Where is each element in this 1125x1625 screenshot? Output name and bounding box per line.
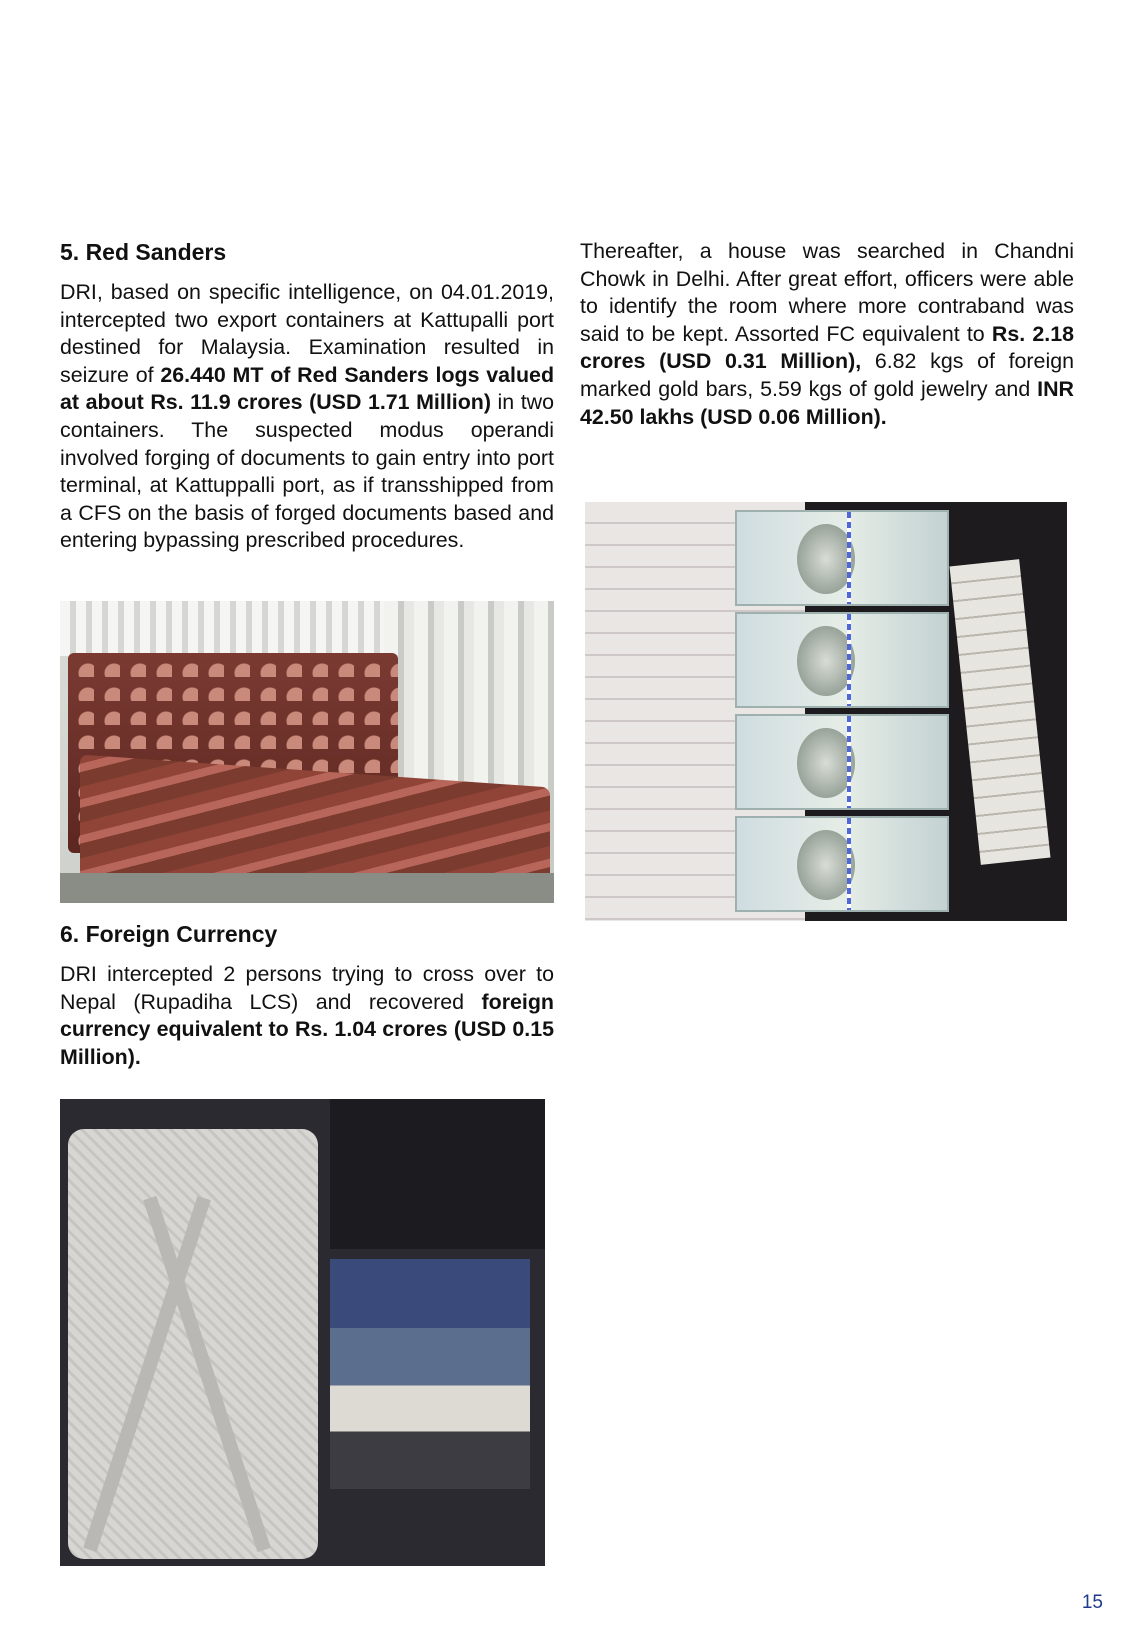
banknote (735, 612, 949, 708)
house-search-text-1: Thereafter, a house was searched in Chandni Chowk in Delhi. After great effort, officers were able to identify the room where more contraband was said to be kept. Assorted FC equivalent to (580, 239, 1074, 346)
red-sanders-text-1: DRI, based on specific intelligence, on 04.01.2019, intercepted two export containers at Kattupalli port destined for Malaysia. Examination resulted in seizure of (60, 280, 554, 387)
section-heading-foreign-currency: 6. Foreign Currency (60, 921, 278, 947)
right-column (580, 238, 1074, 431)
banknote (735, 510, 949, 606)
banknote (735, 714, 949, 810)
foreign-currency-text-bold: foreign currency equivalent to Rs. 1.04 crores (USD 0.15 Million). (60, 989, 554, 1069)
suitcase-flap (330, 1099, 545, 1249)
suitcase-photo (60, 1099, 545, 1566)
red-sanders-paragraph (60, 279, 554, 555)
red-sanders-logs-photo (60, 601, 554, 903)
container-floor (60, 873, 554, 903)
suitcase-contents (330, 1259, 530, 1489)
house-search-bold-2: INR 42.50 lakhs (USD 0.06 Million). (580, 376, 1074, 429)
house-search-bold-1: Rs. 2.18 crores (USD 0.31 Million), (580, 321, 1074, 374)
page-number: 15 (1081, 1592, 1103, 1613)
banknote (735, 816, 949, 912)
left-column (60, 238, 554, 555)
foreign-currency-text-1: DRI intercepted 2 persons trying to cross over to Nepal (Rupadiha LCS) and recovered (60, 962, 554, 1014)
foreign-currency-section (60, 920, 554, 1071)
red-sanders-text-bold: 26.440 MT of Red Sanders logs valued at about Rs. 11.9 crores (USD 1.71 Million) (60, 362, 555, 415)
house-search-text-2: 6.82 kgs of foreign marked gold bars, 5.59 kgs of gold jewelry and (580, 349, 1074, 401)
red-sanders-text-2: in two containers. The suspected modus operandi involved forging of documents to gain entry into port terminal, at Kattuppalli port, as if transshipped from a CFS on the basis of forged documents based and entering bypassing prescribed procedures. (60, 390, 554, 553)
newspaper-scrap (950, 559, 1051, 865)
section-heading-red-sanders: 5. Red Sanders (60, 239, 227, 265)
currency-notes-photo (585, 502, 1067, 921)
foreign-currency-paragraph (60, 961, 554, 1071)
house-search-paragraph (580, 238, 1074, 431)
